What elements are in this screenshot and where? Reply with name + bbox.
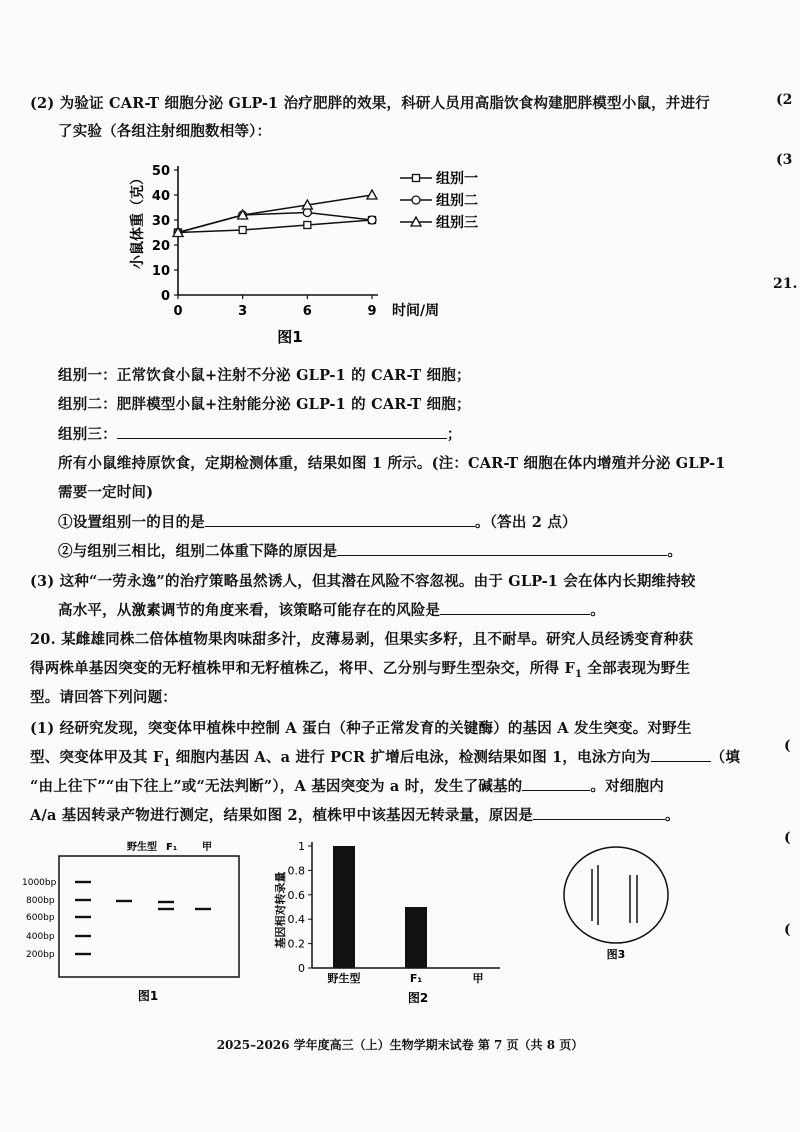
series-line-1 [178, 220, 372, 233]
group3-end: ； [446, 426, 462, 443]
q20-1-line2-c: （填 [710, 749, 741, 766]
q20-line2-sub: 1 [574, 668, 583, 680]
q20-1-direction-blank[interactable] [651, 747, 711, 762]
x-tick-label: 6 [302, 304, 312, 319]
maint-line1: 所有小鼠维持原饮食，定期检测体重，结果如图 1 所示。(注：CAR-T 细胞在体内增殖并分泌 GLP-1 [58, 455, 726, 472]
data-point-circle [303, 209, 311, 217]
q20-line1: 20. 某雌雄同株二倍体植物果肉味甜多汁，皮薄易剥，但果实多籽，且不耐旱。研究人员经诱变育种获 [30, 631, 694, 648]
q20-1-base-blank[interactable] [522, 776, 590, 791]
q20-1-line4-a: A/a 基因转录产物进行测定，结果如图 2，植株甲中该基因无转录量，原因是 [30, 807, 534, 824]
bar-y-tick-label: 0.4 [287, 913, 305, 927]
q20-line2-b: 全部表现为野生 [582, 660, 691, 677]
line-chart-legend [400, 170, 478, 231]
q20-1-line2-a: 型、突变体甲及其 F [30, 749, 164, 766]
q3-blank[interactable] [440, 600, 590, 615]
group3-blank[interactable] [117, 424, 447, 439]
x-tick-label: 0 [173, 304, 183, 319]
data-point-circle [368, 216, 376, 224]
data-point-square [239, 227, 246, 234]
data-point-square [304, 222, 311, 229]
gel-lane-wild: 野生型 [127, 842, 157, 853]
q20-1-line2 [30, 746, 740, 769]
q20-line2 [30, 657, 690, 680]
legend-label-3: 组别三 [436, 215, 478, 231]
data-point-square [413, 175, 420, 182]
q20-1-line3-b: 。对细胞内 [590, 778, 664, 795]
data-point-triangle [367, 190, 377, 199]
gel-bands [75, 882, 211, 954]
line-chart-ylabel: 小鼠体重（克） [130, 171, 146, 269]
gel-marker-1000: 1000bp [22, 878, 57, 888]
x-tick-label: 3 [238, 304, 248, 319]
q20-line2-a: 得两株单基因突变的无籽植株甲和无籽植株乙，将甲、乙分别与野生型杂交，所得 F [30, 660, 575, 677]
y-tick-label: 50 [151, 164, 170, 179]
sub1-line [58, 511, 577, 532]
x-tick-label: 9 [367, 304, 377, 319]
q20-1-line3-a: “由上往下”“由下往上”或“无法判断”），A 基因突变为 a 时，发生了碱基的 [30, 778, 523, 795]
page-footer: 2025–2026 学年度高三（上）生物学期末试卷 第 7 页（共 8 页） [216, 1038, 584, 1052]
q2-intro-line2: 了实验（各组注射细胞数相等）： [58, 123, 272, 140]
bar-category-label: F₁ [409, 972, 423, 985]
sub2-line [58, 540, 682, 561]
gel-marker-800: 800bp [26, 896, 55, 906]
y-tick-label: 30 [151, 214, 170, 229]
bar-chart-caption: 图2 [407, 991, 429, 1005]
data-point-circle [412, 196, 420, 204]
bar-1 [333, 846, 355, 968]
q2-intro-line1: (2) 为验证 CAR-T 细胞分泌 GLP-1 治疗肥胖的效果，科研人员用高脂饮食构建肥胖模型小鼠，并进行 [30, 95, 710, 112]
sub2-end: 。 [667, 543, 683, 560]
q3-line2 [58, 599, 605, 620]
bar-y-tick-label: 1 [298, 840, 305, 853]
sub2-text: ②与组别三相比，组别二体重下降的原因是 [58, 543, 338, 560]
sub2-blank[interactable] [337, 541, 667, 556]
y-tick-label: 0 [160, 289, 170, 304]
bar-y-tick-label: 0.8 [287, 864, 305, 878]
transcription-bar-chart [268, 832, 538, 1012]
cell-circle [564, 847, 668, 943]
y-tick-label: 20 [151, 239, 170, 254]
margin-mark-2: (3 [776, 152, 793, 168]
bar-chart-categories [328, 971, 484, 985]
margin-mark-1: (2 [776, 92, 793, 108]
y-tick-label: 40 [151, 189, 170, 204]
line-chart-series [173, 190, 377, 237]
q20-1-line1: (1) 经研究发现，突变体甲植株中控制 A 蛋白（种子正常发育的关键酶）的基因 A 发生突变。对野生 [30, 720, 692, 737]
group1-desc: 组别一：正常饮食小鼠+注射不分泌 GLP-1 的 CAR-T 细胞； [58, 367, 471, 384]
gel-lane-jia: 甲 [202, 842, 212, 853]
gel-marker-600: 600bp [26, 913, 55, 923]
legend-label-1: 组别一 [436, 171, 478, 187]
bar-chart-ylabel: 基因相对转录量 [274, 871, 287, 949]
q3-end: 。 [590, 602, 605, 619]
q3-text: 高水平，从激素调节的角度来看，该策略可能存在的风险是 [58, 602, 441, 619]
line-chart-title: 图1 [277, 328, 303, 346]
sub1-text: ①设置组别一的目的是 [58, 514, 205, 531]
q20-1-line2-b: 细胞内基因 A、a 进行 PCR 扩增后电泳，检测结果如图 1，电泳方向为 [170, 749, 651, 766]
q20-1-reason-blank[interactable] [533, 805, 665, 820]
fig3-caption: 图3 [606, 948, 626, 961]
cell-figure [560, 845, 680, 965]
q20-1-line3 [30, 775, 664, 796]
line-chart-axes [178, 166, 378, 295]
sub1-end: 。（答出 2 点） [475, 514, 577, 531]
bar-category-label: 甲 [472, 972, 484, 985]
legend-label-2: 组别二 [436, 193, 478, 209]
weight-line-chart [120, 150, 510, 350]
group2-desc: 组别二：肥胖模型小鼠+注射能分泌 GLP-1 的 CAR-T 细胞； [58, 396, 471, 413]
group3-line [58, 423, 462, 444]
gel-marker-400: 400bp [26, 932, 55, 942]
line-chart-xlabel: 时间/周 [392, 303, 440, 319]
bar-y-tick-label: 0.2 [287, 937, 305, 951]
sub1-blank[interactable] [205, 512, 475, 527]
bar-y-tick-label: 0.6 [287, 888, 305, 902]
q20-1-line2-sub: 1 [163, 757, 171, 769]
margin-mark-4: ( [784, 738, 791, 754]
margin-mark-3: 21. [773, 276, 798, 292]
q20-1-line4 [30, 804, 680, 825]
margin-mark-5: ( [784, 830, 791, 846]
bar-category-label: 野生型 [327, 972, 361, 985]
chromosome-lines [592, 865, 637, 925]
bar-chart-ticks [288, 840, 313, 975]
margin-mark-6: ( [784, 922, 791, 938]
y-tick-label: 10 [151, 264, 170, 279]
gel-caption: 图1 [137, 989, 159, 1003]
maint-line2: 需要一定时间) [58, 484, 154, 501]
q20-line3: 型。请回答下列问题： [30, 689, 177, 706]
gel-lane-f1: F₁ [166, 842, 178, 853]
bar-y-tick-label: 0 [298, 962, 305, 975]
group3-label: 组别三： [58, 426, 117, 443]
q3-line1: (3) 这种“一劳永逸”的治疗策略虽然诱人，但其潜在风险不容忽视。由于 GLP-1 会在体内长期维持较 [30, 573, 696, 590]
q20-1-line4-b: 。 [665, 807, 680, 824]
gel-marker-200: 200bp [26, 950, 55, 960]
bar-chart-bars [333, 846, 427, 968]
bar-2 [405, 907, 427, 968]
gel-figure [20, 838, 255, 1008]
